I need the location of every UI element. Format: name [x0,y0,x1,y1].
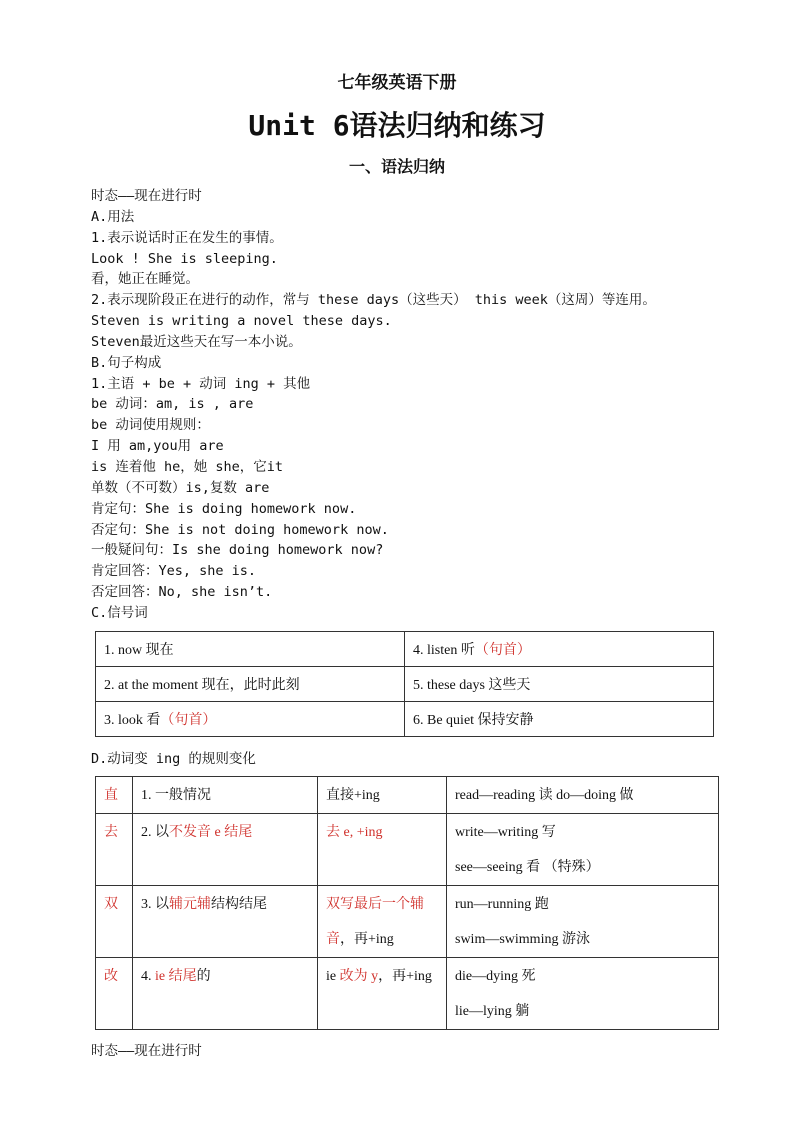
text-line: 看，她正在睡觉。 [91,271,199,288]
table-row [96,958,719,1030]
cell-text: 4. listen 听 [413,643,475,658]
table-row [96,814,719,886]
cell-text: 3. 以 [141,897,169,912]
text-line: 一般疑问句：Is she doing homework now? [91,542,384,559]
text-line: Steven is writing a novel these days. [91,313,392,330]
page-title: Unit 6语法归纳和练习 [248,109,546,142]
table-cell: 2. at the moment 现在，此时此刻 [96,667,405,702]
rule-example [447,814,719,886]
text-line: I 用 am,you用 are [91,438,224,455]
table-row [96,777,719,814]
rule-example [447,886,719,958]
cell-text: ，再+ing [378,969,432,984]
cell-text: 的 [196,969,211,984]
signal-words-table [95,631,714,737]
text-line: 否定回答：No, she isn’t. [91,584,273,601]
example-line: lie—lying 躺 [455,1004,530,1019]
rule-method [318,886,447,958]
cell-highlight: 双写最后一个辅 [326,897,424,912]
table-cell: 1. now 现在 [96,632,405,667]
table-row [96,702,714,737]
text-line: 1.表示说话时正在发生的事情。 [91,229,283,246]
rule-example [447,958,719,1030]
cell-note: （句首） [160,713,217,728]
text-line: Look ! She is sleeping. [91,250,278,267]
cell-note: （句首） [474,643,531,658]
cell-text: 4. [141,969,155,984]
rule-method: 直接+ing [318,777,447,814]
example-line: see—seeing 看 （特殊） [455,860,600,875]
text-line: Steven最近这些天在写一本小说。 [91,333,302,350]
text-line: is 连着他 he，她 she，它it [91,458,284,475]
text-line: C.信号词 [91,604,148,621]
table-cell: 5. these days 这些天 [405,667,714,702]
rule-case [133,814,318,886]
rule-key: 直 [96,777,133,814]
grade-subtitle: 七年级英语下册 [337,73,457,93]
cell-highlight: ie 结尾 [155,969,197,984]
cell-text: ，再+ing [340,932,394,947]
cell-highlight: 辅元辅 [169,897,211,912]
text-line: 1.主语 + be + 动词 ing + 其他 [91,375,311,392]
cell-highlight: 音 [326,932,340,947]
rule-case [133,958,318,1030]
grammar-notes [91,186,781,624]
table-row [96,886,719,958]
example-line: run—running 跑 [455,897,549,912]
table-cell [96,702,405,737]
text-line: A.用法 [91,208,135,225]
example-line: die—dying 死 [455,969,536,984]
cell-text: 2. 以 [141,825,169,840]
text-line: 肯定句：She is doing homework now. [91,500,357,517]
text-line: 2.表示现阶段正在进行的动作，常与 these days（这些天） this week（这周）等连用。 [91,292,656,309]
text-line: B.句子构成 [91,354,162,371]
rule-case [133,886,318,958]
text-line: be 动词使用规则： [91,417,210,434]
table-cell: 6. Be quiet 保持安静 [405,702,714,737]
text-line: 单数（不可数）is,复数 are [91,479,270,496]
text-line: 否定句：She is not doing homework now. [91,521,389,538]
ing-rules-table [95,776,719,1030]
rule-key: 双 [96,886,133,958]
rule-method [318,958,447,1030]
example-line: write—writing 写 [455,825,556,840]
table-row [96,667,714,702]
text-line: 时态——现在进行时 [91,188,202,204]
rule-method: 去 e, +ing [318,814,447,886]
table-row [96,632,714,667]
rule-key: 改 [96,958,133,1030]
example-line: swim—swimming 游泳 [455,932,590,947]
text-line: 肯定回答：Yes, she is. [91,563,257,580]
table-cell [405,632,714,667]
cell-highlight: 不发音 e 结尾 [169,825,253,840]
section-d-heading: D.动词变 ing 的规则变化 [91,751,256,767]
section-heading: 一、语法归纳 [348,157,445,176]
rule-key: 去 [96,814,133,886]
cell-text: 结构结尾 [211,897,267,912]
cell-text: 3. look 看 [104,713,161,728]
rule-example: read—reading 读 do—doing 做 [447,777,719,814]
cell-text: ie [326,969,340,984]
cell-highlight: 改为 y [339,969,379,984]
text-line: be 动词：am, is , are [91,396,254,413]
rule-case: 1. 一般情况 [133,777,318,814]
footer-line: 时态——现在进行时 [91,1043,202,1059]
